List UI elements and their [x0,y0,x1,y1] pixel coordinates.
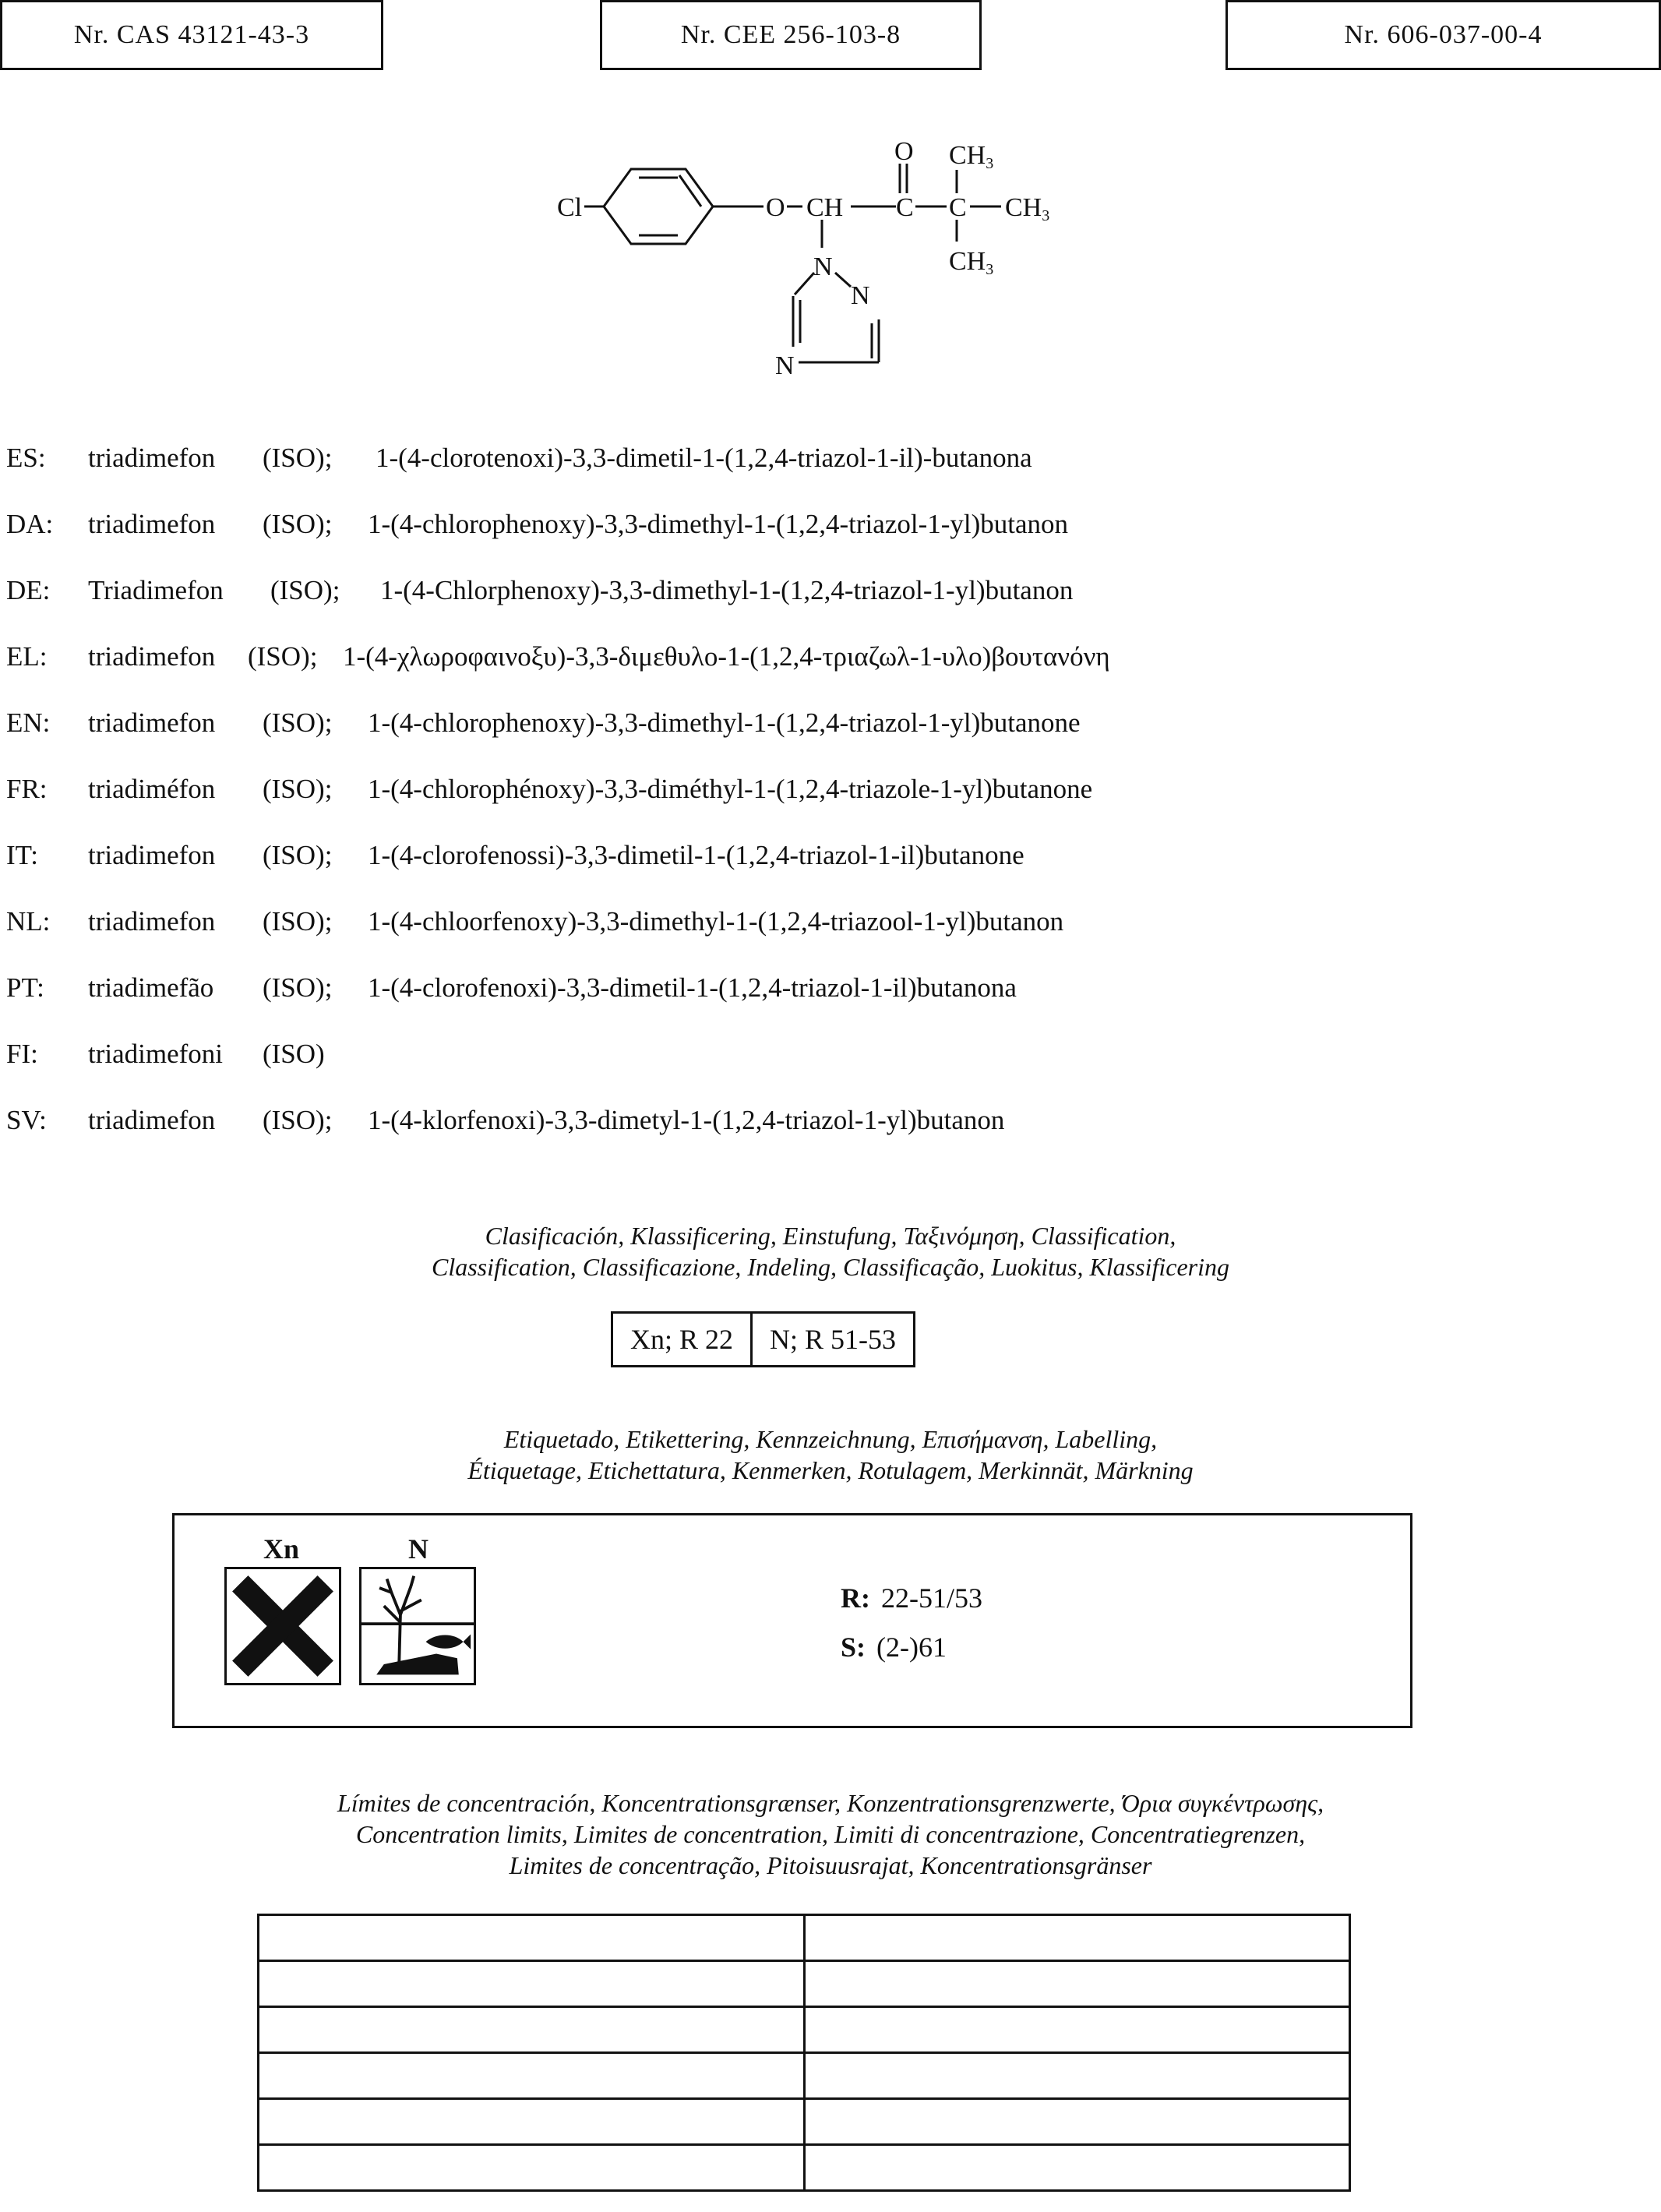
benzene-ring [604,169,713,244]
table-row [259,2145,1350,2191]
trivial-name: triadimefão [88,972,214,1003]
trivial-name: triadimefon [88,509,216,539]
symbol-code-xn: Xn [263,1533,300,1565]
concentration-heading [0,1787,1661,1881]
classification-heading-line1: Clasificación, Klassificering, Einstufung, Ταξινόμηση, Classification, [485,1222,1176,1250]
table-cell [804,2099,1350,2145]
methyl-bottom: CH3 [949,247,994,278]
language-code: SV: [6,1105,47,1135]
safety-label: S: [841,1632,866,1663]
atom-o-ether: O [766,193,785,222]
language-code: EL: [6,641,48,672]
language-code: FR: [6,774,48,804]
language-code: EN: [6,707,51,738]
iupac-name: 1-(4-Chlorphenoxy)-3,3-dimethyl-1-(1,2,4-triazol-1-yl)butanon [380,575,1074,605]
language-code: DA: [6,509,54,539]
table-cell [804,2145,1350,2191]
trivial-name: triadimefon [88,906,216,937]
classification-cell-xn: Xn; R 22 [630,1324,734,1355]
table-cell [804,1961,1350,2007]
table-cell [804,1915,1350,1961]
language-code: IT: [6,840,39,870]
trivial-name: triadimefoni [88,1039,224,1069]
iso-marker: (ISO); [263,707,333,738]
iso-marker: (ISO); [263,1105,333,1135]
atom-o-carbonyl: O [894,137,914,166]
table-cell [259,1961,805,2007]
iso-marker: (ISO); [263,509,333,539]
iso-marker: (ISO) [263,1039,325,1069]
iso-marker: (ISO); [263,906,333,937]
atom-c-carbonyl: C [896,193,914,222]
atom-n1: N [813,252,833,281]
iupac-name: 1-(4-clorotenoxi)-3,3-dimetil-1-(1,2,4-triazol-1-il)-butanona [376,443,1032,473]
labelling-heading-line2: Étiquetage, Etichettatura, Kenmerken, Rotulagem, Merkinnät, Märkning [467,1456,1194,1484]
atom-cl: Cl [557,193,583,222]
iso-marker: (ISO); [263,972,333,1003]
structural-formula [545,132,1137,397]
table-row [259,2007,1350,2053]
concentration-heading-line2: Concentration limits, Limites de concentration, Limiti di concentrazione, Concentratiegrenzen, [355,1820,1306,1848]
index-number: Nr. 606-037-00-4 [1344,20,1543,49]
trivial-name: triadimefon [88,707,216,738]
iupac-name: 1-(4-chlorophénoxy)-3,3-diméthyl-1-(1,2,4-triazole-1-yl)butanone [368,774,1093,804]
table-cell [259,1915,805,1961]
trivial-name: triadimefon [88,840,216,870]
iupac-name: 1-(4-chloorfenoxy)-3,3-dimethyl-1-(1,2,4-triazool-1-yl)butanon [368,906,1064,937]
table-cell [259,2007,805,2053]
language-code: PT: [6,972,44,1003]
cee-number-box [600,0,982,70]
classification-heading [0,1220,1661,1282]
language-code: FI: [6,1039,38,1069]
symbol-code-n: N [408,1533,428,1565]
language-code: ES: [6,443,46,473]
table-cell [259,2145,805,2191]
classification-cell-n: N; R 51-53 [750,1314,913,1365]
iupac-name: 1-(4-chlorophenoxy)-3,3-dimethyl-1-(1,2,4-triazol-1-yl)butanone [368,707,1081,738]
labelling-box [172,1513,1412,1728]
iupac-name: 1-(4-chlorophenoxy)-3,3-dimethyl-1-(1,2,4-triazol-1-yl)butanon [368,509,1069,539]
atom-c-quaternary: C [949,193,967,222]
iupac-name: 1-(4-klorfenoxi)-3,3-dimetyl-1-(1,2,4-triazol-1-yl)butanon [368,1105,1005,1135]
trivial-name: Triadimefon [88,575,224,605]
labelling-heading-line1: Etiquetado, Etikettering, Kennzeichnung, Επισήμανση, Labelling, [503,1425,1158,1453]
language-code: NL: [6,906,51,937]
methyl-right: CH3 [1005,193,1050,224]
iso-marker: (ISO); [248,641,318,672]
methyl-top: CH3 [949,141,994,172]
risk-label: R: [841,1582,870,1614]
harmful-cross-icon [224,1567,341,1685]
trivial-name: triadimefon [88,443,216,473]
table-row [259,2099,1350,2145]
classification-heading-line2: Classification, Classificazione, Indeling, Classificação, Luokitus, Klassificering [431,1253,1229,1281]
table-row [259,1915,1350,1961]
classification-box [611,1311,915,1367]
cas-number: Nr. CAS 43121-43-3 [73,20,310,49]
table-row [259,1961,1350,2007]
index-number-box [1225,0,1661,70]
cee-number: Nr. CEE 256-103-8 [680,20,901,49]
atom-n4: N [775,351,795,380]
iupac-name: 1-(4-clorofenossi)-3,3-dimetil-1-(1,2,4-triazol-1-il)butanone [368,840,1024,870]
table-cell [804,2053,1350,2099]
risk-value: 22-51/53 [881,1582,982,1614]
concentration-heading-line1: Límites de concentración, Koncentrationsgrænser, Konzentrationsgrenzwerte, Όρια συγκέντρωσης, [337,1789,1324,1817]
safety-phrases [841,1631,947,1663]
iupac-name: 1-(4-clorofenoxi)-3,3-dimetil-1-(1,2,4-triazol-1-il)butanona [368,972,1017,1003]
atom-n2: N [851,281,870,310]
risk-phrases [841,1582,982,1614]
dangerous-for-environment-icon [359,1567,476,1685]
iso-marker: (ISO); [270,575,340,605]
iso-marker: (ISO); [263,774,333,804]
concentration-limits-table [257,1914,1351,2192]
trivial-name: triadimefon [88,641,216,672]
table-cell [259,2099,805,2145]
table-cell [804,2007,1350,2053]
concentration-heading-line3: Limites de concentração, Pitoisuusrajat, Koncentrationsgränser [509,1851,1152,1879]
safety-value: (2-)61 [876,1632,947,1663]
iso-marker: (ISO); [263,840,333,870]
table-row [259,2053,1350,2099]
trivial-name: triadimefon [88,1105,216,1135]
iupac-name: 1-(4-χλωροφαινοξυ)-3,3-διμεθυλο-1-(1,2,4-τριαζωλ-1-υλο)βουτανόνη [343,641,1110,672]
iso-marker: (ISO); [263,443,333,473]
atom-ch: CH [806,193,844,222]
labelling-heading [0,1424,1661,1486]
cas-number-box [0,0,383,70]
trivial-name: triadiméfon [88,774,216,804]
language-code: DE: [6,575,51,605]
table-cell [259,2053,805,2099]
